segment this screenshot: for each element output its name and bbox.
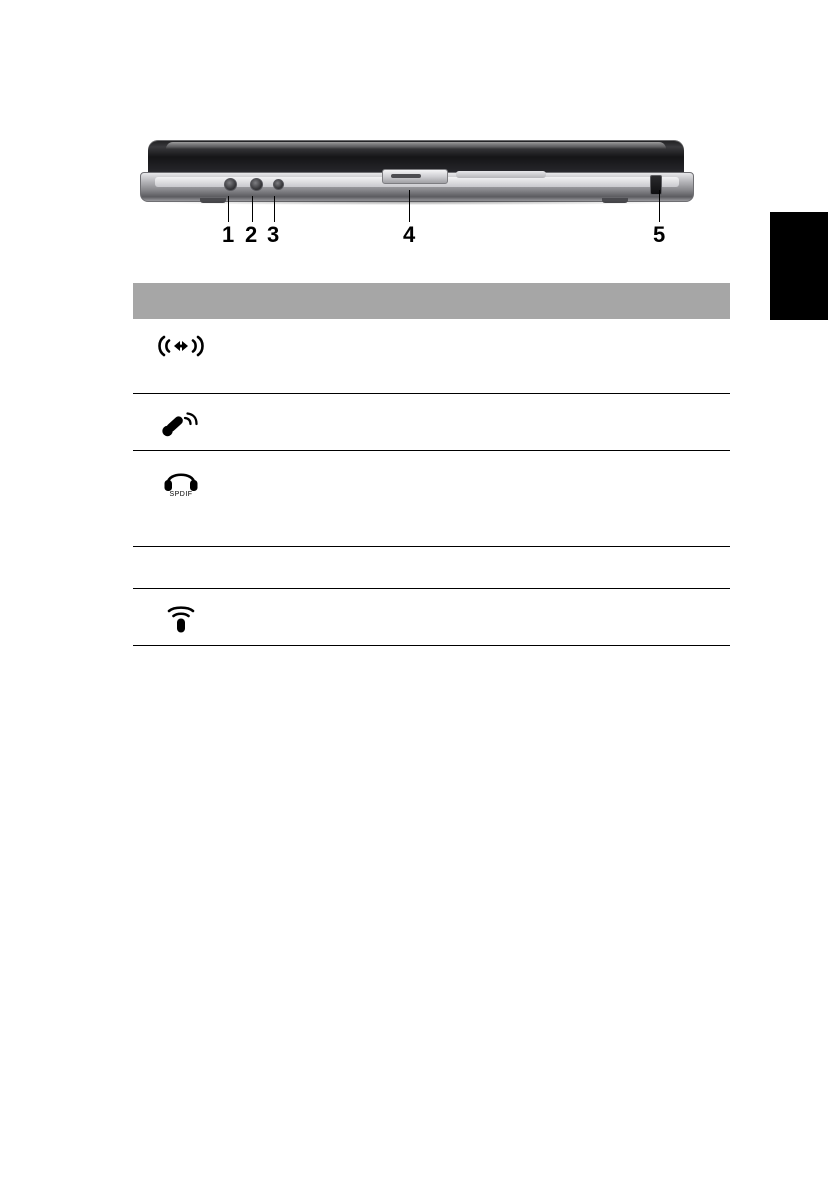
infrared-remote-icon-cell xyxy=(133,588,229,645)
callout-1: 1 xyxy=(222,222,235,247)
empty-icon-cell xyxy=(133,546,229,588)
table-header-description xyxy=(399,283,730,319)
table-row xyxy=(133,319,730,393)
headphones-spdif-icon-cell xyxy=(133,450,229,546)
table-header-icon xyxy=(133,283,229,319)
table-row xyxy=(133,546,730,588)
microphone-jack-description xyxy=(399,393,730,450)
microphone-jack-item xyxy=(229,393,399,450)
headphones-spdif-jack-icon xyxy=(143,463,219,493)
lid-latch xyxy=(382,169,448,184)
line-in-jack-description xyxy=(399,319,730,393)
infrared-remote-slot xyxy=(650,175,662,195)
microphone-jack-icon-cell xyxy=(133,393,229,450)
line-in-jack-icon-cell xyxy=(133,319,229,393)
headphones-spdif-description xyxy=(399,450,730,546)
callout-5: 5 xyxy=(653,222,666,247)
leader-line-1 xyxy=(228,196,229,222)
laptop-shadow xyxy=(150,200,682,205)
microphone-jack-icon xyxy=(143,406,219,440)
ports-description-table xyxy=(133,283,730,646)
infrared-remote-icon xyxy=(143,601,219,635)
callout-3: 3 xyxy=(267,222,280,247)
laptop-front-view-figure xyxy=(140,140,692,215)
leader-line-5 xyxy=(659,190,660,222)
latch-item xyxy=(229,546,399,588)
infrared-remote-description xyxy=(399,588,730,645)
callout-4: 4 xyxy=(403,222,416,247)
table-row xyxy=(133,588,730,645)
leader-line-3 xyxy=(274,196,275,222)
headphone-spdif-jack-port xyxy=(273,179,284,190)
chapter-tab xyxy=(770,212,828,320)
latch-description xyxy=(399,546,730,588)
lid-latch-slot xyxy=(391,174,421,178)
headphones-spdif-item xyxy=(229,450,399,546)
front-vent xyxy=(456,171,546,178)
line-in-jack-icon xyxy=(143,331,219,361)
table-row xyxy=(133,393,730,450)
table-header-item xyxy=(229,283,399,319)
table-header-row xyxy=(133,283,730,319)
spdif-icon-label: SPDIF xyxy=(169,490,193,498)
leader-line-4 xyxy=(409,190,410,222)
infrared-remote-item xyxy=(229,588,399,645)
line-in-jack-port xyxy=(224,178,237,191)
microphone-jack-port xyxy=(250,178,263,191)
line-in-jack-item xyxy=(229,319,399,393)
leader-line-2 xyxy=(252,196,253,222)
table-row xyxy=(133,450,730,546)
callout-2: 2 xyxy=(245,222,258,247)
